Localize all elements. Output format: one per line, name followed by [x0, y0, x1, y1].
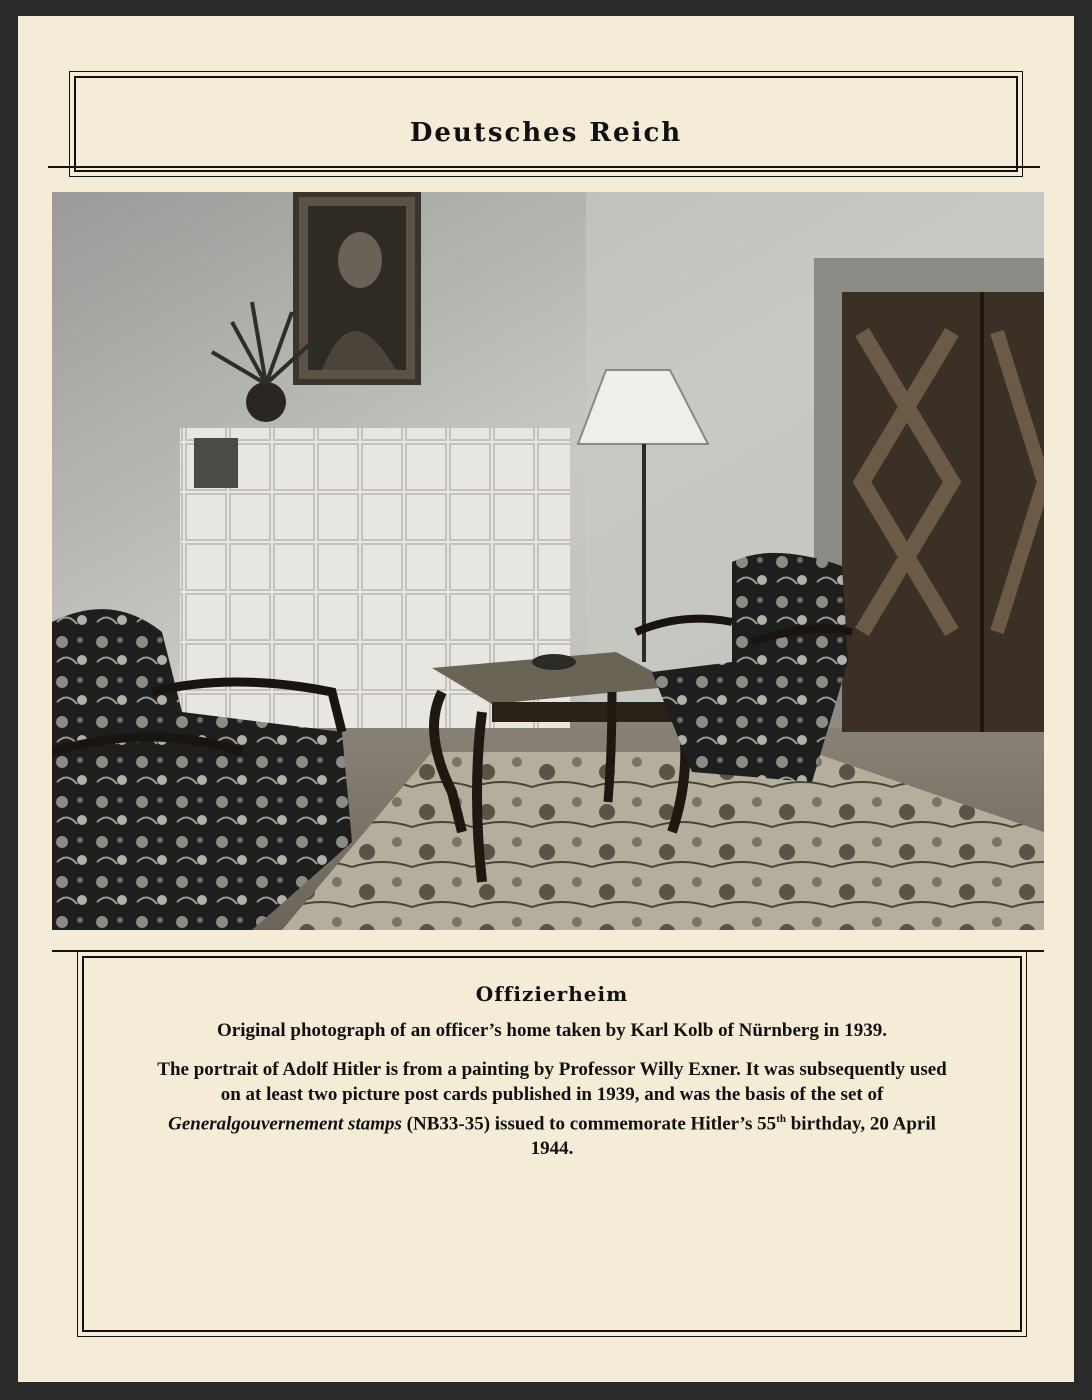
interior-photograph [52, 192, 1044, 930]
caption-frame [82, 956, 1022, 1332]
caption-body [154, 1018, 950, 1175]
header-divider [48, 166, 1040, 168]
caption-text-part2: (NB33-35) issued to commemorate Hitler’s 55 [401, 1113, 777, 1135]
caption-text-part3: birthday, 20 April 1944. [530, 1113, 936, 1160]
page-title: Deutsches Reich [409, 118, 683, 148]
caption-italic-stamps: Generalgouvernement stamps [168, 1113, 402, 1135]
caption-line-1: Original photograph of an officer’s home taken by Karl Kolb of Nürnberg in 1939. [217, 1020, 887, 1041]
album-page [18, 16, 1074, 1382]
header-frame [74, 76, 1018, 172]
caption-heading: Offizierheim [475, 982, 629, 1006]
caption-superscript: th [776, 1113, 786, 1125]
caption-paragraph-2 [154, 1057, 950, 1161]
caption-divider [52, 950, 1044, 952]
caption-text-part1: The portrait of Adolf Hitler is from a painting by Professor Willy Exner. It was subsequently used on at least two picture post cards published in 1939, and was the basis of the set of [157, 1059, 947, 1105]
